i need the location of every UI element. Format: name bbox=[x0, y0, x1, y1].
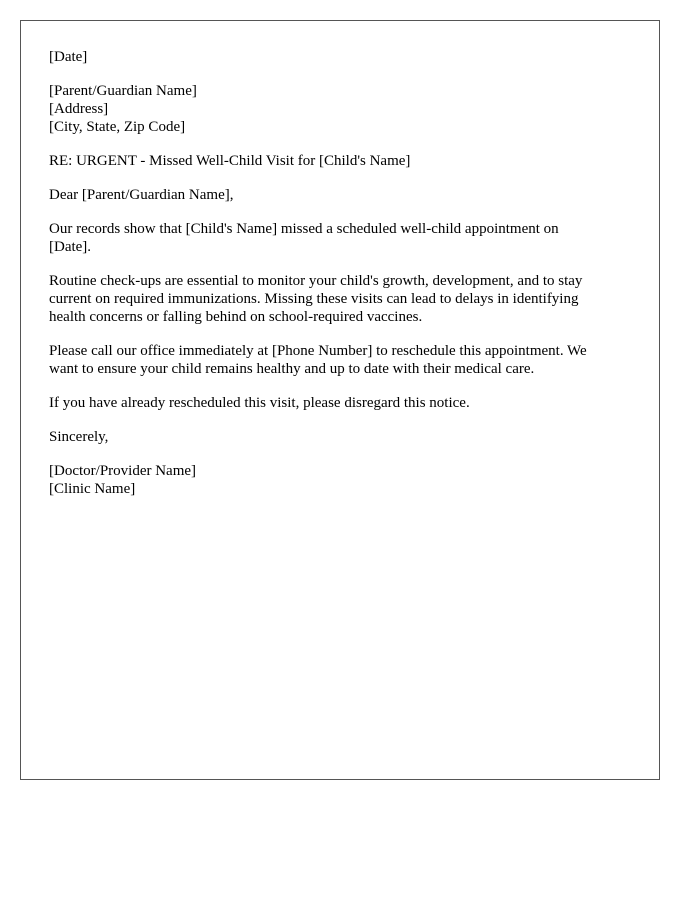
salutation: Dear [Parent/Guardian Name], bbox=[49, 187, 234, 203]
recipient-street: [Address] bbox=[49, 101, 109, 117]
body-line: health concerns or falling behind on school-required vaccines. bbox=[49, 309, 423, 325]
provider-name: [Doctor/Provider Name] bbox=[49, 463, 197, 479]
body-line: Our records show that [Child's Name] missed a scheduled well-child appointment on bbox=[49, 221, 559, 237]
body-line: If you have already rescheduled this visit, please disregard this notice. bbox=[49, 395, 470, 411]
letter-document bbox=[20, 20, 660, 780]
body-paragraph-missed bbox=[49, 220, 631, 256]
clinic-name: [Clinic Name] bbox=[49, 481, 136, 497]
body-line: current on required immunizations. Missing these visits can lead to delays in identifying bbox=[49, 291, 579, 307]
body-line: want to ensure your child remains healthy and up to date with their medical care. bbox=[49, 361, 535, 377]
letter-subject: RE: URGENT - Missed Well-Child Visit for [Child's Name] bbox=[49, 153, 411, 169]
body-paragraph-importance bbox=[49, 272, 631, 326]
body-line: [Date]. bbox=[49, 239, 92, 255]
recipient-address bbox=[49, 82, 631, 136]
body-paragraph-disregard bbox=[49, 394, 631, 412]
closing: Sincerely, bbox=[49, 429, 109, 445]
body-line: Please call our office immediately at [Phone Number] to reschedule this appointment. We bbox=[49, 343, 587, 359]
signature-block bbox=[49, 462, 631, 498]
letter-date: [Date] bbox=[49, 49, 88, 65]
body-paragraph-call bbox=[49, 342, 631, 378]
recipient-city: [City, State, Zip Code] bbox=[49, 119, 186, 135]
body-line: Routine check-ups are essential to monitor your child's growth, development, and to stay bbox=[49, 273, 583, 289]
recipient-name: [Parent/Guardian Name] bbox=[49, 83, 197, 99]
